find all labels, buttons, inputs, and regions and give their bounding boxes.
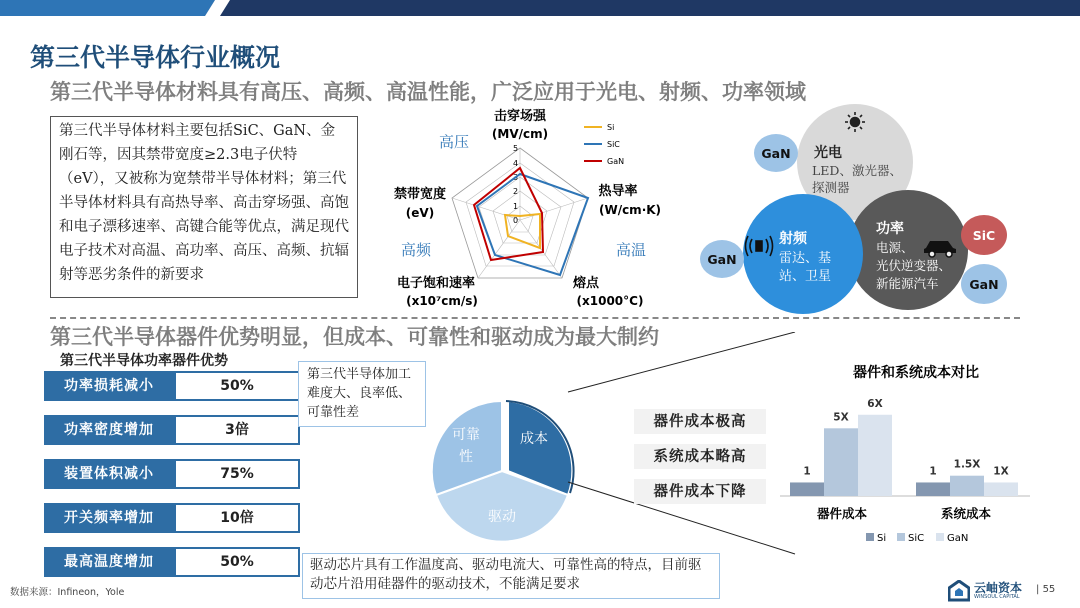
bar-label-sic-system: 1.5X [953, 458, 981, 471]
chart-title: 器件和系统成本对比 [853, 365, 979, 381]
top-banner [0, 0, 1080, 16]
radar-scale-3: 3 [513, 173, 519, 182]
chart-bars [790, 398, 1018, 496]
legend-gan: GaN [607, 157, 625, 166]
brand-name: 云岫资本 [974, 581, 1023, 595]
bar-sic-system [950, 476, 984, 496]
page-title: 第三代半导体行业概况 [30, 43, 281, 72]
section-subtitle-devices: 第三代半导体器件优势明显，但成本、可靠性和驱动成为最大制约 [50, 324, 659, 349]
bar-label-gan-device: 6X [867, 397, 883, 410]
chart-legend [866, 533, 968, 544]
pie-label-reliability: 可靠性 [452, 427, 480, 465]
bar-gan-system [984, 482, 1018, 496]
section-divider [50, 317, 1020, 319]
radar-axis-right: 热导率 [598, 184, 638, 199]
bar-label-sic-device: 5X [833, 411, 849, 424]
advantage-value: 75% [174, 459, 300, 489]
driver-note-text: 驱动芯片具有工作温度高、驱动电流大、可靠性高的特点，目前驱动芯片沿用硅器件的驱动技术，不能满足要求 [310, 557, 702, 592]
sun-icon [845, 112, 865, 132]
applications-diagram [700, 96, 1020, 318]
driver-note [302, 553, 720, 599]
optoelectronics-title: 光电 [814, 145, 842, 161]
issue-system-cost-slightly-high: 系统成本略高 [634, 444, 766, 469]
advantage-row [44, 503, 258, 533]
power-title: 功率 [876, 221, 904, 237]
advantages-heading: 第三代半导体功率器件优势 [60, 353, 228, 369]
radar-scale-1: 1 [513, 202, 519, 211]
advantage-value: 10倍 [174, 503, 300, 533]
radar-axis-left-unit: (eV) [405, 206, 435, 220]
bar-sic-device [824, 428, 858, 496]
section-subtitle-materials: 第三代半导体材料具有高压、高频、高温性能，广泛应用于光电、射频、功率领域 [50, 79, 806, 104]
badge-gan-power-label: GaN [969, 277, 999, 292]
advantage-row [44, 371, 258, 401]
radar-axis-top-unit: (MV/cm) [491, 127, 549, 141]
page-number-value: 55 [1042, 584, 1056, 595]
radar-legend [584, 123, 624, 166]
advantage-value: 3倍 [174, 415, 300, 445]
pie-label-drive: 驱动 [488, 509, 516, 525]
issue-device-cost-high: 器件成本极高 [634, 409, 766, 434]
advantage-row [44, 547, 258, 577]
rf-desc: 雷达、基站、卫星 [779, 251, 832, 284]
radar-axis-right-unit: (W/cm·K) [598, 203, 662, 217]
advantage-label: 功率损耗减小 [44, 371, 174, 401]
advantage-row [44, 415, 258, 445]
advantage-value: 50% [174, 547, 300, 577]
advantage-label: 最高温度增加 [44, 547, 174, 577]
badge-gan-rf-label: GaN [707, 252, 737, 267]
intro-textbox [50, 116, 358, 298]
radar-axis-top: 击穿场强 [493, 109, 547, 124]
radar-scale-5: 5 [513, 144, 519, 153]
processing-note [298, 361, 426, 427]
radar-axis-left: 禁带宽度 [393, 187, 447, 202]
power-desc: 电源、光伏逆变器、新能源汽车 [876, 240, 952, 291]
bar-si-system [916, 482, 950, 496]
rf-title: 射频 [779, 231, 807, 247]
radar-scale-0: 0 [513, 216, 519, 225]
category-label-system-cost: 系统成本 [940, 506, 992, 521]
radar-axis-bottom-left: 电子饱和速率 [396, 276, 476, 291]
radar-axis-bottom-right-unit: (x1000°C) [576, 294, 644, 308]
bar-gan-device [858, 415, 892, 496]
material-radar-chart [380, 102, 680, 314]
badge-gan-optoelectronics-label: GaN [761, 146, 791, 161]
bar-label-gan-system: 1X [993, 465, 1009, 478]
data-source: 数据来源：Infineon，Yole [10, 587, 125, 598]
legend-sic: SiC [607, 140, 620, 149]
advantage-value: 50% [174, 371, 300, 401]
advantage-label: 开关频率增加 [44, 503, 174, 533]
intro-text: 第三代半导体材料主要包括SiC、GaN、金刚石等，因其禁带宽度≥2.3电子伏特（eV），又被称为宽禁带半导体材料；第三代半导体材料具有高热导率、高击穿场强、高饱和电子漂移速率、高键合能等优点，满足现代电子技术对高温、高功率、高压、高频、抗辐射等恶劣条件的新要求 [59, 123, 349, 283]
issue-device-cost-decline: 器件成本下降 [634, 479, 766, 504]
radar-scale-2: 2 [513, 187, 519, 196]
page-number: | 55 [1036, 584, 1056, 595]
label-high-voltage: 高压 [438, 133, 470, 151]
legend-label-sic: SiC [908, 533, 925, 544]
cost-comparison-chart [772, 360, 1040, 552]
brand-name-en: WINSOUL CAPITAL [974, 594, 1020, 600]
label-high-frequency: 高频 [400, 241, 432, 259]
category-label-device-cost: 器件成本 [816, 506, 868, 521]
advantage-label: 功率密度增加 [44, 415, 174, 445]
radar-scale-4: 4 [513, 159, 519, 168]
legend-label-si: Si [877, 533, 887, 544]
legend-label-gan: GaN [947, 533, 969, 544]
legend-si: Si [607, 123, 615, 132]
bar-label-si-device: 1 [803, 465, 811, 478]
optoelectronics-desc: LED、激光器、探测器 [812, 163, 902, 195]
label-high-temperature: 高温 [615, 241, 647, 259]
bar-si-device [790, 482, 824, 496]
bar-label-si-system: 1 [929, 465, 937, 478]
advantage-row [44, 459, 258, 489]
badge-sic-power-label: SiC [972, 228, 996, 243]
pie-label-cost: 成本 [520, 431, 548, 447]
brand-logo-icon [948, 580, 970, 602]
radar-axis-bottom-left-unit: (x10⁷cm/s) [406, 294, 478, 308]
radar-axis-bottom-right: 熔点 [572, 276, 600, 291]
advantage-label: 装置体积减小 [44, 459, 174, 489]
processing-note-text: 第三代半导体加工难度大、良率低、可靠性差 [307, 367, 412, 420]
brand-logo [948, 578, 1028, 604]
